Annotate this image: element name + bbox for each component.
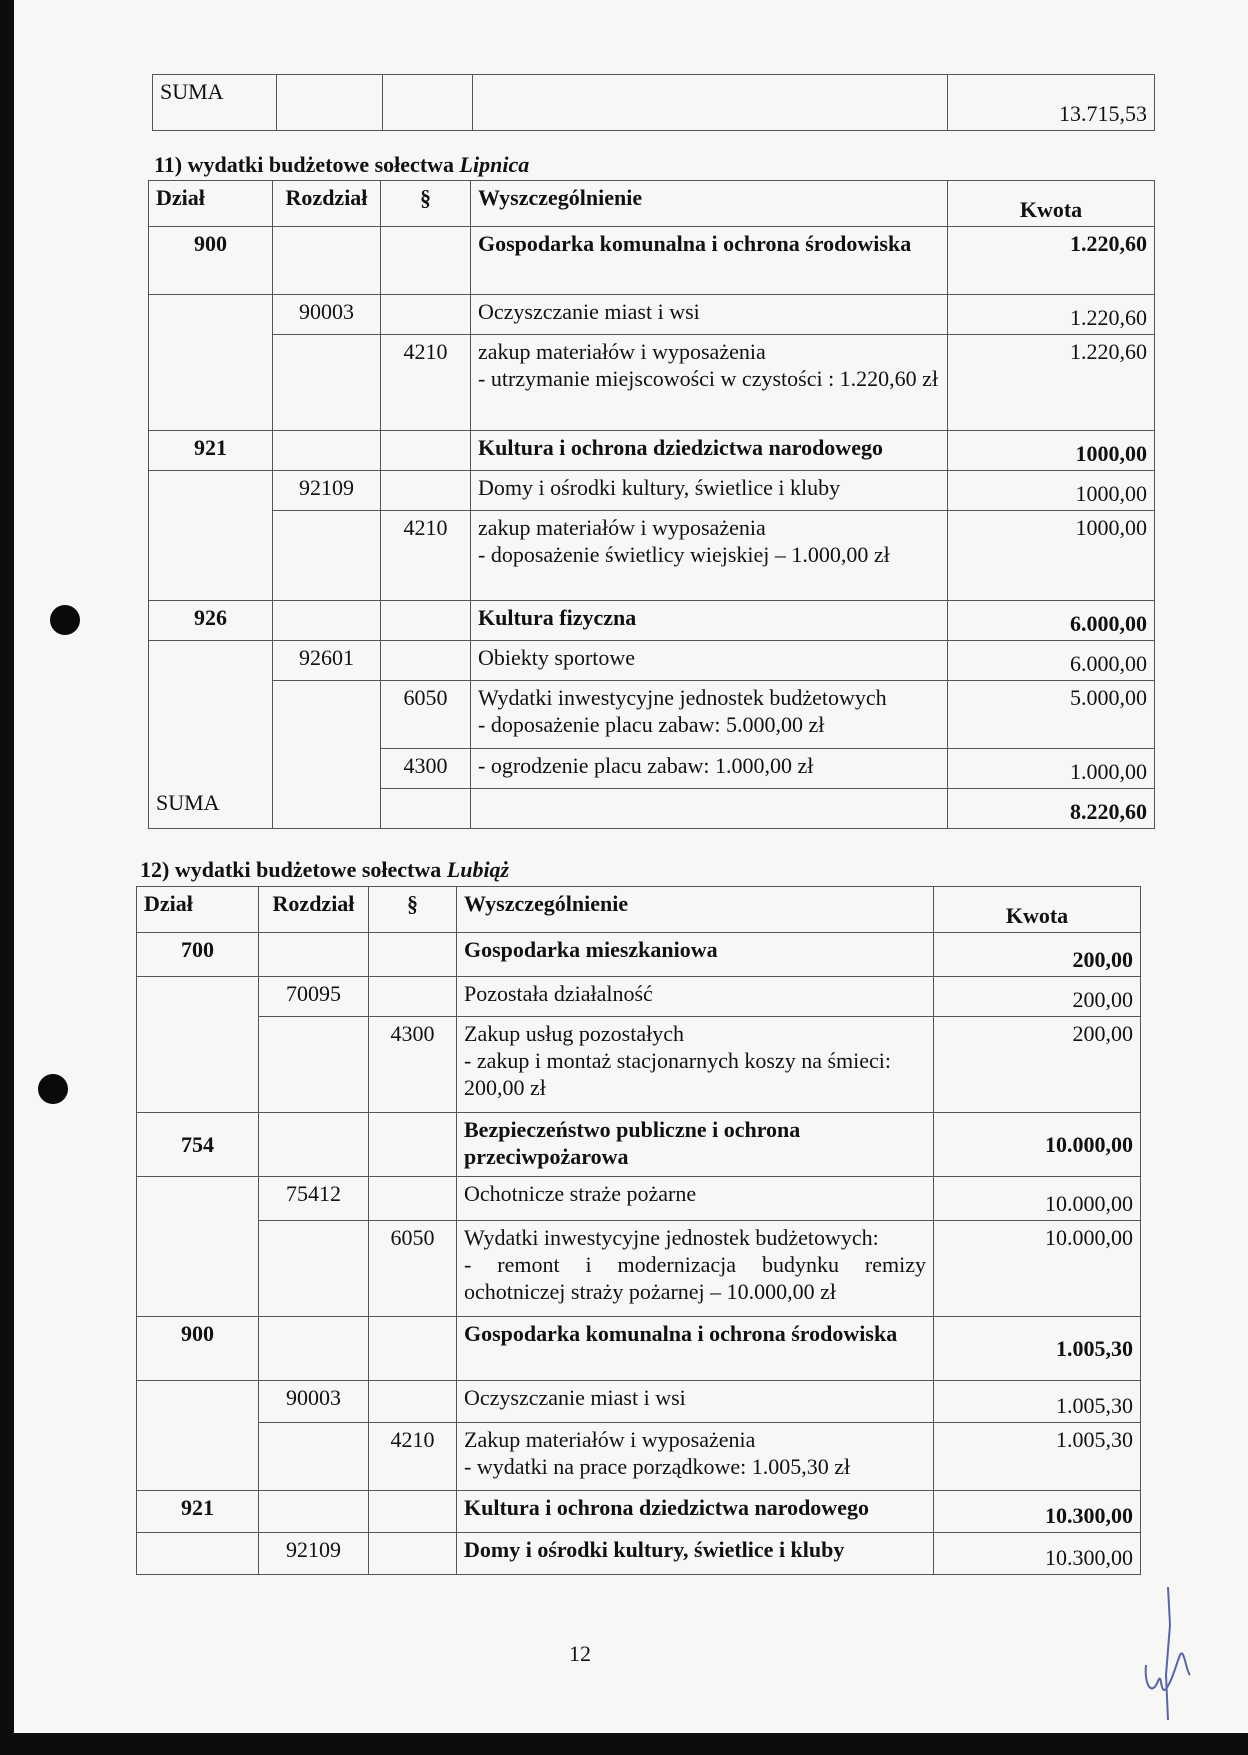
table-row [137,1381,1141,1423]
paragraph-desc: zakup materiałów i wyposażenia - utrzymanie miejscowości w czystości : 1.220,60 zł [471,335,948,431]
rozdzial-code: 90003 [259,1381,369,1423]
header-rozdzial: Rozdział [273,181,381,227]
table-row [149,789,1155,829]
rozdzial-code: 92109 [273,471,381,511]
table-row [149,681,1155,749]
dzial-code: 754 [137,1113,259,1177]
table-row [149,511,1155,601]
dzial-title: Gospodarka mieszkaniowa [457,933,934,977]
header-dzial: Dział [149,181,273,227]
table-row [149,431,1155,471]
paragraph-desc: Wydatki inwestycyjne jednostek budżetowych - doposażenie placu zabaw: 5.000,00 zł [471,681,948,749]
dzial-code: 900 [137,1317,259,1381]
dzial-amount: 1000,00 [948,431,1155,471]
header-wyszczegolnienie: Wyszczególnienie [471,181,948,227]
paragraph-amount: 10.000,00 [934,1221,1141,1317]
header-wyszczegolnienie: Wyszczególnienie [457,887,934,933]
section-11-table [148,180,1155,829]
dzial-title: Kultura fizyczna [471,601,948,641]
table-row [137,933,1141,977]
signature-icon [1140,1585,1200,1725]
paragraph-amount: 200,00 [934,1017,1141,1113]
rozdzial-title: Oczyszczanie miast i wsi [457,1381,934,1423]
table-row [149,335,1155,431]
rozdzial-title: Ochotnicze straże pożarne [457,1177,934,1221]
table-row [149,749,1155,789]
paragraph-desc: Wydatki inwestycyjne jednostek budżetowych: - remont i modernizacja budynku remizy ochotniczej straży pożarnej – 10.000,00 zł [457,1221,934,1317]
paragraph-code: 4210 [369,1423,457,1491]
section-11-place: Lipnica [459,152,530,177]
rozdzial-code: 92601 [273,641,381,681]
table-row [137,1221,1141,1317]
rozdzial-amount: 1.005,30 [934,1381,1141,1423]
scan-left-edge [0,0,14,1755]
dzial-amount: 10.000,00 [934,1113,1141,1177]
table-row [149,295,1155,335]
rozdzial-title: Oczyszczanie miast i wsi [471,295,948,335]
paragraph-desc: Zakup usług pozostałych - zakup i montaż stacjonarnych koszy na śmieci: 200,00 zł [457,1017,934,1113]
dzial-code: 921 [137,1491,259,1533]
dzial-code: 900 [149,227,273,295]
table-row [137,1317,1141,1381]
header-dzial: Dział [137,887,259,933]
paragraph-desc: - ogrodzenie placu zabaw: 1.000,00 zł [471,749,948,789]
paragraph-amount: 5.000,00 [948,681,1155,749]
paragraph-desc: zakup materiałów i wyposażenia - doposażenie świetlicy wiejskiej – 1.000,00 zł [471,511,948,601]
rozdzial-amount: 10.000,00 [934,1177,1141,1221]
paragraph-amount: 1000,00 [948,511,1155,601]
section-12-table [136,886,1141,1575]
table-row [137,1177,1141,1221]
table-row [149,641,1155,681]
section-12-place: Lubiąż [446,857,510,882]
dzial-title: Bezpieczeństwo publiczne i ochrona przeciwpożarowa [457,1113,934,1177]
dzial-title: Gospodarka komunalna i ochrona środowiska [471,227,948,295]
paragraph-amount: 1.220,60 [948,335,1155,431]
rozdzial-amount: 200,00 [934,977,1141,1017]
dzial-code: 926 [149,601,273,641]
rozdzial-title: Domy i ośrodki kultury, świetlice i kluby [457,1533,934,1575]
paragraph-code: 4210 [381,335,471,431]
table-row [149,601,1155,641]
section-12-title: 12) wydatki budżetowe sołectwa Lubiąż [140,857,510,882]
prev-suma-table [152,74,1155,131]
rozdzial-title: Obiekty sportowe [471,641,948,681]
paragraph-code: 4300 [369,1017,457,1113]
table-row [149,227,1155,295]
dzial-amount: 1.220,60 [948,227,1155,295]
header-kwota: Kwota [934,887,1141,933]
dzial-amount: 10.300,00 [934,1491,1141,1533]
dzial-code: 700 [137,933,259,977]
rozdzial-title: Domy i ośrodki kultury, świetlice i kluby [471,471,948,511]
table-row [137,1423,1141,1491]
table-row [137,1491,1141,1533]
table-row [137,1533,1141,1575]
header-rozdzial: Rozdział [259,887,369,933]
paragraph-desc: Zakup materiałów i wyposażenia - wydatki na prace porządkowe: 1.005,30 zł [457,1423,934,1491]
rozdzial-amount: 1.220,60 [948,295,1155,335]
scan-bottom-edge [0,1733,1248,1755]
header-kwota: Kwota [948,181,1155,227]
table-row [137,1113,1141,1177]
suma-label: SUMA [149,789,273,829]
dzial-title: Kultura i ochrona dziedzictwa narodowego [457,1491,934,1533]
paragraph-amount: 1.005,30 [934,1423,1141,1491]
rozdzial-code: 75412 [259,1177,369,1221]
paragraph-code: 4210 [381,511,471,601]
paragraph-code: 4300 [381,749,471,789]
dzial-amount: 6.000,00 [948,601,1155,641]
rozdzial-amount: 6.000,00 [948,641,1155,681]
paragraph-amount: 1.000,00 [948,749,1155,789]
header-paragraph: § [369,887,457,933]
rozdzial-amount: 1000,00 [948,471,1155,511]
table-row [149,471,1155,511]
section-11-title: 11) wydatki budżetowe sołectwa Lipnica [154,152,530,177]
dzial-title: Kultura i ochrona dziedzictwa narodowego [471,431,948,471]
dzial-title: Gospodarka komunalna i ochrona środowiska [457,1317,934,1381]
prev-suma-value: 13.715,53 [948,75,1155,131]
dzial-code: 921 [149,431,273,471]
rozdzial-code: 92109 [259,1533,369,1575]
dzial-amount: 1.005,30 [934,1317,1141,1381]
prev-suma-label: SUMA [153,75,277,131]
table-row [137,977,1141,1017]
table-row [137,1017,1141,1113]
rozdzial-code: 90003 [273,295,381,335]
rozdzial-amount: 10.300,00 [934,1533,1141,1575]
rozdzial-title: Pozostała działalność [457,977,934,1017]
paragraph-code: 6050 [381,681,471,749]
page-number: 12 [569,1641,591,1666]
header-paragraph: § [381,181,471,227]
paragraph-code: 6050 [369,1221,457,1317]
punch-hole-1 [50,605,80,635]
rozdzial-code: 70095 [259,977,369,1017]
suma-value: 8.220,60 [948,789,1155,829]
punch-hole-2 [38,1074,68,1104]
dzial-amount: 200,00 [934,933,1141,977]
